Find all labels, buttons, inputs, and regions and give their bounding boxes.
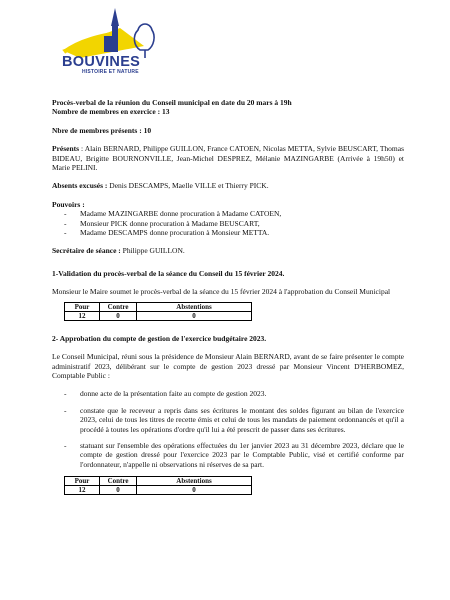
vote-table-2 bbox=[64, 476, 252, 495]
vote-value-contre: 0 bbox=[100, 311, 137, 320]
vote-header-abstentions: Abstentions bbox=[137, 302, 252, 311]
vote-value-contre: 0 bbox=[100, 486, 137, 495]
list-item: - Madame MAZINGARBE donne procuration à Madame CATOEN, bbox=[64, 209, 404, 218]
vote-header-contre: Contre bbox=[100, 302, 137, 311]
vote-header-abstentions: Abstentions bbox=[137, 477, 252, 486]
list-item: - constate que le receveur a repris dans ses écritures le montant des soldes figurant au bilan de l'exercice 2023, celui de tous les titres de recette émis et celui de tous les mandats de paiement ordonnancés et qu'il a procédé à toutes les opérations d'ordre qu'il lui a été prescrit de passer dans ses écritures. bbox=[64, 406, 404, 434]
vote-value-abstentions: 0 bbox=[137, 311, 252, 320]
secretaire-text: Philippe GUILLON. bbox=[120, 246, 185, 256]
presents-paragraph bbox=[52, 144, 404, 172]
section-2-list bbox=[52, 389, 404, 469]
absents-paragraph bbox=[52, 181, 404, 190]
list-item: - donne acte de la présentation faite au compte de gestion 2023. bbox=[64, 389, 404, 398]
document-title: Procès-verbal de la réunion du Conseil municipal en date du 20 mars à 19h bbox=[52, 98, 292, 107]
presents-label: Présents bbox=[52, 144, 80, 154]
absents-label: Absents excusés : bbox=[52, 181, 108, 191]
members-present: Nbre de membres présents : 10 bbox=[52, 125, 152, 135]
section-1-text: Monsieur le Maire soumet le procès-verbal de la séance du 15 février 2024 à l'approbation du Conseil Municipal bbox=[52, 287, 391, 297]
document-body bbox=[52, 98, 404, 495]
section-2-intro: Le Conseil Municipal, réuni sous la présidence de Monsieur Alain BERNARD, avant de se faire présenter le compte administratif 2023, délibérant sur le compte de gestion 2023 dressé par Monsieur Vincent D'HERBOMEZ, Comptable Public : bbox=[52, 352, 404, 380]
members-in-office: Nombre de membres en exercice : 13 bbox=[52, 107, 170, 117]
vote-header-contre: Contre bbox=[100, 477, 137, 486]
pouvoirs-list bbox=[52, 209, 404, 237]
logo-tagline: HISTOIRE ET NATURE bbox=[82, 69, 139, 75]
vote-value-pour: 12 bbox=[65, 311, 100, 320]
list-item: - Monsieur PICK donne procuration à Madame BEUSCART, bbox=[64, 219, 404, 228]
section-1-heading: 1-Validation du procès-verbal de la séance du Conseil du 15 février 2024. bbox=[52, 268, 285, 278]
logo-name: BOUVINES bbox=[62, 54, 141, 70]
pouvoirs-label: Pouvoirs : bbox=[52, 199, 85, 209]
vote-table-1 bbox=[64, 302, 252, 321]
secretaire-label: Secrétaire de séance : bbox=[52, 246, 121, 256]
vote-header-pour: Pour bbox=[65, 477, 100, 486]
list-item: - Madame DESCAMPS donne procuration à Monsieur METTA. bbox=[64, 228, 404, 237]
bouvines-logo bbox=[60, 6, 156, 76]
list-item: - statuant sur l'ensemble des opérations effectuées du 1er janvier 2023 au 31 décembre 2023, déclare que le compte de gestion dressé pour l'exercice 2023 par le Comptable Public, visé et certifié conforme par l'ordonnateur, n'appelle ni observations ni réserves de sa part. bbox=[64, 441, 404, 469]
presents-text: : Alain BERNARD, Philippe GUILLON, France CATOEN, Nicolas METTA, Sylvie BEUSCART, Thomas BIDEAU, Brigitte BOURNONVILLE, Jean-Michel DESPREZ, Mélanie MAZINGARBE (Arrivée à 19h50) et Marie PELINI. bbox=[52, 144, 404, 173]
vote-header-pour: Pour bbox=[65, 302, 100, 311]
vote-value-pour: 12 bbox=[65, 486, 100, 495]
section-2-heading: 2- Approbation du compte de gestion de l'exercice budgétaire 2023. bbox=[52, 333, 267, 343]
absents-text: Denis DESCAMPS, Maelle VILLE et Thierry PICK. bbox=[107, 181, 269, 191]
vote-value-abstentions: 0 bbox=[137, 486, 252, 495]
secretaire-paragraph bbox=[52, 246, 404, 255]
